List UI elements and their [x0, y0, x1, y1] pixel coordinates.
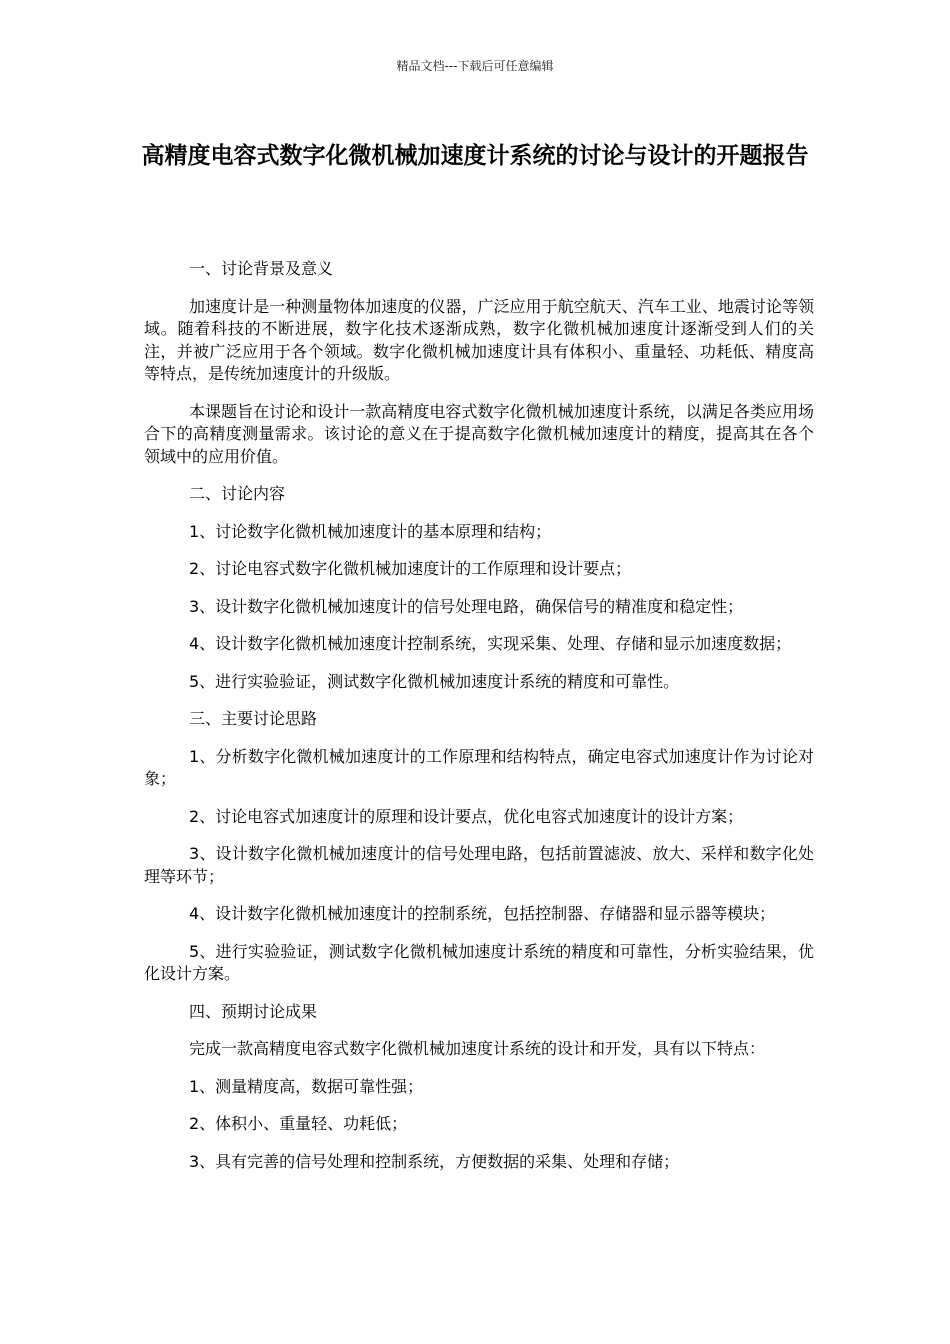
list-item-approach-3: 3、设计数字化微机械加速度计的信号处理电路，包括前置滤波、放大、采样和数字化处理等环节； [144, 844, 814, 886]
list-item-content-2: 2、讨论电容式数字化微机械加速度计的工作原理和设计要点； [189, 559, 632, 578]
paragraph-background-2: 本课题旨在讨论和设计一款高精度电容式数字化微机械加速度计系统，以满足各类应用场合下的高精度测量需求。该讨论的意义在于提高数字化微机械加速度计的精度，提高其在各个领域中的应用价值。 [144, 401, 814, 466]
list-item-approach-2: 2、讨论电容式加速度计的原理和设计要点，优化电容式加速度计的设计方案； [189, 806, 744, 826]
list-item-content-5: 5、进行实验验证，测试数字化微机械加速度计系统的精度和可靠性。 [189, 671, 680, 691]
document-body [144, 258, 814, 1188]
list-item-approach-4: 4、设计数字化微机械加速度计的控制系统，包括控制器、存储器和显示器等模块； [189, 904, 776, 923]
list-item-result-3: 3、具有完善的信号处理和控制系统，方便数据的采集、处理和存储； [189, 1151, 680, 1171]
list-item-result-2: 2、体积小、重量轻、功耗低； [189, 1114, 408, 1133]
list-item-approach-5: 5、进行实验验证，测试数字化微机械加速度计系统的精度和可靠性，分析实验结果，优化设计方案。 [144, 941, 814, 983]
list-item-result-1: 1、测量精度高，数据可靠性强； [189, 1076, 424, 1096]
section-heading-research-content: 二、讨论内容 [189, 484, 286, 503]
section-heading-background: 一、讨论背景及意义 [189, 259, 334, 278]
list-item-content-3: 3、设计数字化微机械加速度计的信号处理电路，确保信号的精准度和稳定性； [189, 596, 744, 616]
list-item-content-1: 1、讨论数字化微机械加速度计的基本原理和结构； [189, 521, 552, 541]
document-title: 高精度电容式数字化微机械加速度计系统的讨论与设计的开题报告 [141, 143, 809, 169]
paragraph-expected-results: 完成一款高精度电容式数字化微机械加速度计系统的设计和开发，具有以下特点： [189, 1039, 766, 1058]
list-item-content-4: 4、设计数字化微机械加速度计控制系统，实现采集、处理、存储和显示加速度数据； [189, 634, 792, 653]
section-heading-expected-results: 四、预期讨论成果 [189, 1001, 318, 1021]
paragraph-background-1: 加速度计是一种测量物体加速度的仪器，广泛应用于航空航天、汽车工业、地震讨论等领域。随着科技的不断进展，数字化技术逐渐成熟，数字化微机械加速度计逐渐受到人们的关注，并被广泛应用于各个领域。数字化微机械加速度计具有体积小、重量轻、功耗低、精度高等特点，是传统加速度计的升级版。 [144, 296, 814, 383]
section-heading-research-approach: 三、主要讨论思路 [189, 709, 318, 728]
header-note: 精品文档---下载后可任意编辑 [396, 59, 554, 73]
list-item-approach-1: 1、分析数字化微机械加速度计的工作原理和结构特点，确定电容式加速度计作为讨论对象； [144, 746, 814, 788]
